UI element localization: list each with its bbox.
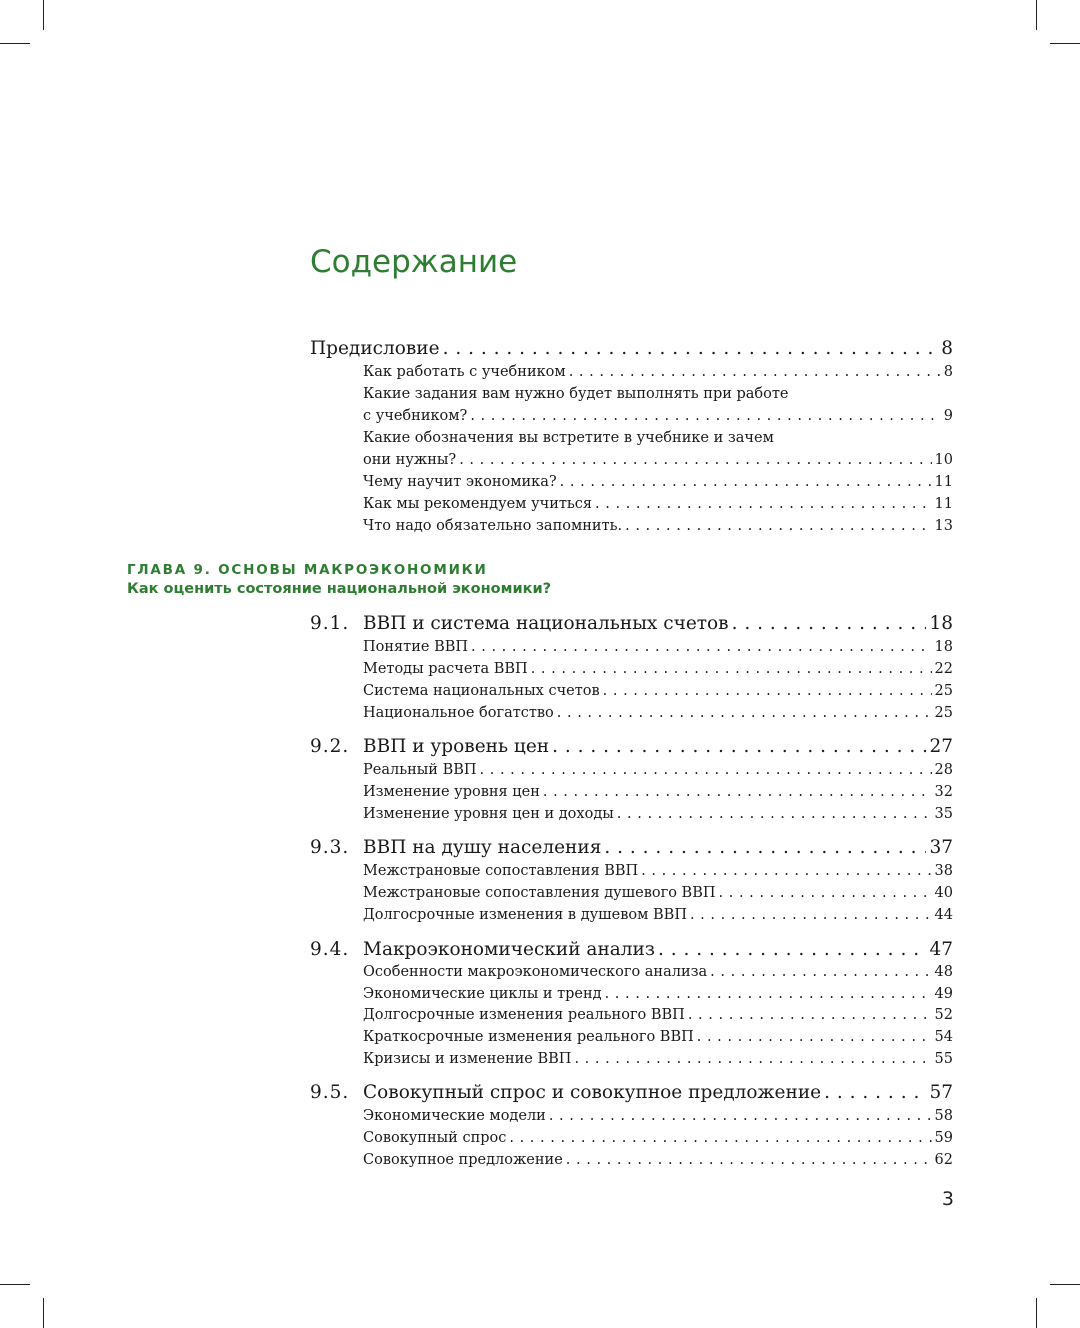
section-number: 9.1. (310, 613, 350, 634)
toc-subentry[interactable] (363, 680, 953, 702)
toc-label: ВВП и система национальных счетов (363, 613, 729, 634)
toc-subentry[interactable] (363, 493, 953, 515)
toc-subentry[interactable] (363, 1048, 953, 1070)
toc-page: 38 (934, 863, 953, 879)
toc-page: 32 (934, 784, 953, 800)
toc-label: Межстрановые сопоставления душевого ВВП (363, 885, 716, 901)
crop-mark (1050, 1284, 1080, 1285)
toc-page: 37 (929, 837, 953, 858)
toc-section[interactable] (310, 937, 953, 963)
toc-label-line1: Какие задания вам нужно будет выполнять при работе (363, 386, 789, 402)
dot-leader (531, 658, 932, 680)
crop-mark (1050, 43, 1080, 44)
dot-leader (605, 983, 932, 1005)
crop-mark (1036, 0, 1037, 30)
toc-page: 58 (934, 1108, 953, 1124)
toc-page: 27 (929, 736, 953, 757)
toc-label: ВВП на душу населения (363, 837, 602, 858)
dot-leader (595, 493, 932, 515)
toc-subentry[interactable] (363, 882, 953, 904)
section-number: 9.3. (310, 837, 350, 858)
toc-subentry[interactable] (363, 1127, 953, 1149)
toc-label: Совокупное предложение (363, 1152, 563, 1168)
crop-mark (0, 1284, 30, 1285)
toc-label: Предисловие (310, 338, 440, 359)
toc-page: 62 (934, 1152, 953, 1168)
chapter-heading: ГЛАВА 9. ОСНОВЫ МАКРОЭКОНОМИКИ (127, 562, 488, 578)
section-number: 9.5. (310, 1082, 350, 1103)
toc-label: Реальный ВВП (363, 762, 477, 778)
crop-mark (1036, 1298, 1037, 1328)
dot-leader (549, 1105, 932, 1127)
toc-page: 8 (941, 338, 953, 359)
section-number: 9.2. (310, 736, 350, 757)
toc-page: 10 (934, 452, 953, 468)
toc-page: 28 (934, 762, 953, 778)
toc-subentry[interactable] (363, 1026, 953, 1048)
toc-page: 13 (934, 518, 953, 534)
section-number: 9.4. (310, 939, 350, 960)
page-number: 3 (941, 1188, 954, 1210)
toc-subentry[interactable] (363, 405, 953, 427)
dot-leader (732, 611, 927, 637)
dot-leader (690, 904, 932, 926)
toc-subentry[interactable] (363, 759, 953, 781)
toc-label: Межстрановые сопоставления ВВП (363, 863, 639, 879)
toc-page: 49 (934, 986, 953, 1002)
toc-page: 52 (934, 1007, 953, 1023)
toc-label: Понятие ВВП (363, 639, 469, 655)
toc-subentry[interactable] (363, 449, 953, 471)
dot-leader (443, 336, 939, 362)
dot-leader (604, 835, 926, 861)
dot-leader (710, 961, 931, 983)
toc-label: Совокупный спрос и совокупное предложение (363, 1082, 822, 1103)
toc-label: Макроэкономический анализ (363, 939, 655, 960)
toc-page: 35 (934, 806, 953, 822)
toc-page: 22 (934, 661, 953, 677)
toc-entry-preface[interactable] (310, 336, 953, 362)
toc-subentry[interactable] (363, 781, 953, 803)
toc-page: 48 (934, 964, 953, 980)
toc-subentry[interactable] (363, 961, 953, 983)
dot-leader (543, 781, 932, 803)
dot-leader (658, 937, 926, 963)
dot-leader (641, 860, 931, 882)
dot-leader (459, 449, 931, 471)
toc-label: Долгосрочные изменения реального ВВП (363, 1007, 685, 1023)
toc-label: Изменение уровня цен (363, 784, 540, 800)
dot-leader (471, 636, 932, 658)
toc-section[interactable] (310, 734, 953, 760)
toc-page: 8 (943, 364, 953, 380)
toc-page: 55 (934, 1051, 953, 1067)
toc-label: Чему научит экономика? (363, 474, 557, 490)
toc-label: Национальное богатство (363, 705, 554, 721)
dot-leader (625, 515, 931, 537)
toc-section[interactable] (310, 611, 953, 637)
toc-page: 18 (929, 613, 953, 634)
toc-page: 59 (934, 1130, 953, 1146)
toc-label: Методы расчета ВВП (363, 661, 528, 677)
toc-subentry[interactable] (363, 860, 953, 882)
toc-label: Экономические циклы и тренд (363, 986, 602, 1002)
toc-label: Система национальных счетов (363, 683, 600, 699)
toc-page: 25 (934, 705, 953, 721)
dot-leader (574, 1048, 931, 1070)
toc-page: 11 (934, 474, 953, 490)
dot-leader (552, 734, 926, 760)
toc-page: 44 (934, 907, 953, 923)
dot-leader (569, 361, 941, 383)
chapter-subtitle: Как оценить состояние национальной экономики? (127, 581, 552, 597)
dot-leader (697, 1026, 932, 1048)
dot-leader (560, 471, 932, 493)
toc-subentry[interactable] (363, 636, 953, 658)
dot-leader (719, 882, 932, 904)
toc-page: 11 (934, 496, 953, 512)
toc-page: 57 (929, 1082, 953, 1103)
toc-label: Краткосрочные изменения реального ВВП (363, 1029, 694, 1045)
dot-leader (480, 759, 932, 781)
toc-label: ВВП и уровень цен (363, 736, 550, 757)
toc-label: Особенности макроэкономического анализа (363, 964, 708, 980)
toc-subentry[interactable] (363, 515, 953, 537)
toc-section[interactable] (310, 835, 953, 861)
toc-label: Кризисы и изменение ВВП (363, 1051, 572, 1067)
dot-leader (509, 1127, 931, 1149)
dot-leader (824, 1080, 926, 1106)
toc-subentry[interactable] (363, 1149, 953, 1171)
toc-label: Как работать с учебником (363, 364, 566, 380)
toc-label: Совокупный спрос (363, 1130, 507, 1146)
toc-subentry[interactable] (363, 702, 953, 724)
crop-mark (43, 0, 44, 30)
dot-leader (470, 405, 940, 427)
toc-label: с учебником? (363, 408, 468, 424)
dot-leader (617, 803, 932, 825)
toc-subentry[interactable] (363, 1004, 953, 1026)
toc-page: 25 (934, 683, 953, 699)
toc-label: Экономические модели (363, 1108, 546, 1124)
dot-leader (557, 702, 932, 724)
dot-leader (688, 1004, 932, 1026)
dot-leader (603, 680, 932, 702)
toc-subentry[interactable] (363, 904, 953, 926)
crop-mark (0, 43, 30, 44)
toc-subentry[interactable] (363, 658, 953, 680)
toc-page: 18 (934, 639, 953, 655)
toc-subentry[interactable] (363, 803, 953, 825)
toc-subentry[interactable] (363, 983, 953, 1005)
toc-page: 9 (943, 408, 953, 424)
toc-label: Долгосрочные изменения в душевом ВВП (363, 907, 687, 923)
page-title: Содержание (310, 244, 518, 280)
toc-label: они нужны? (363, 452, 457, 468)
crop-mark (43, 1298, 44, 1328)
toc-label: Что надо обязательно запомнить. (363, 518, 623, 534)
toc-subentry[interactable] (363, 361, 953, 383)
toc-label-line1: Какие обозначения вы встретите в учебнике и зачем (363, 430, 774, 446)
toc-label: Изменение уровня цен и доходы (363, 806, 614, 822)
dot-leader (566, 1149, 932, 1171)
toc-page: 54 (934, 1029, 953, 1045)
toc-label: Как мы рекомендуем учиться (363, 496, 593, 512)
toc-page: 40 (934, 885, 953, 901)
toc-section[interactable] (310, 1080, 953, 1106)
toc-subentry[interactable] (363, 471, 953, 493)
toc-subentry[interactable] (363, 1105, 953, 1127)
toc-page: 47 (929, 939, 953, 960)
